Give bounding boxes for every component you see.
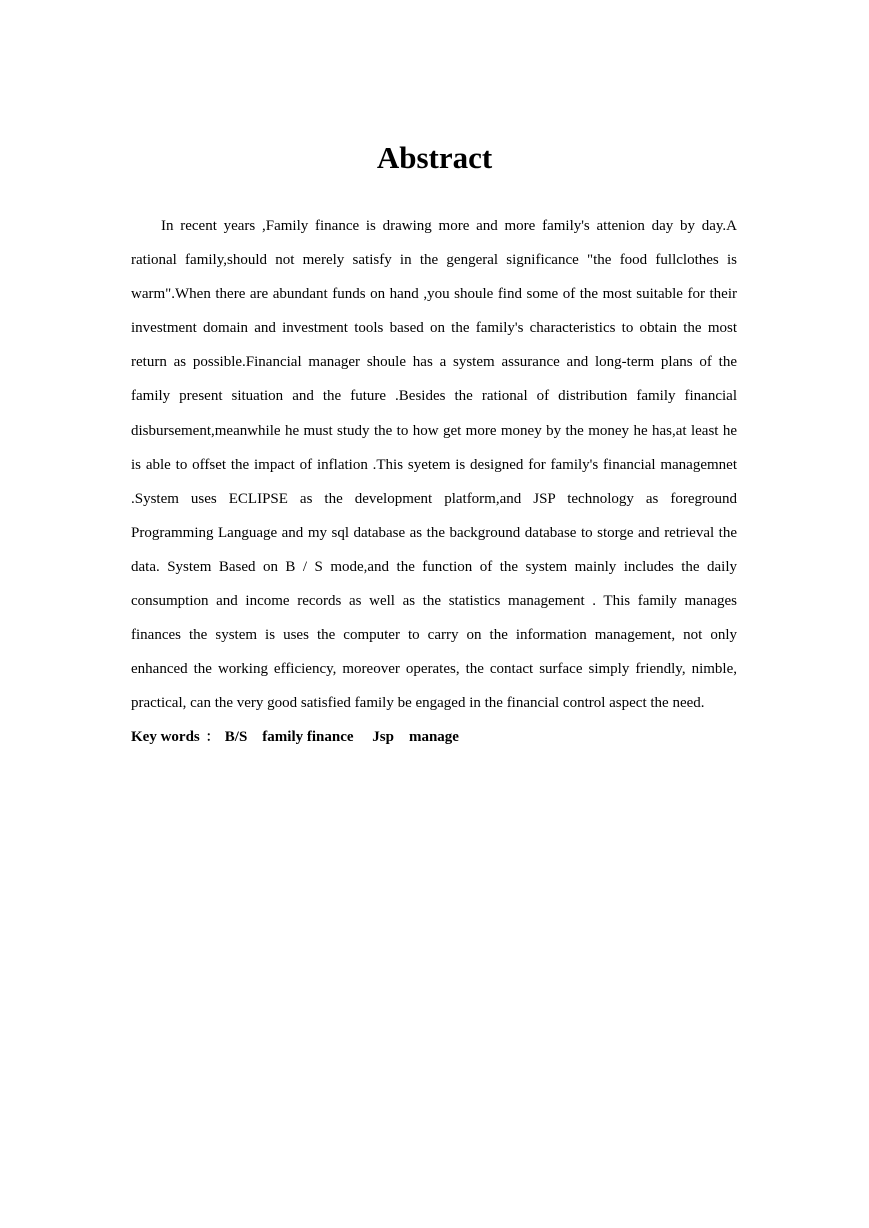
keyword-term: Jsp (372, 729, 394, 745)
keyword-term: manage (408, 729, 459, 745)
abstract-title: Abstract (376, 140, 493, 175)
keywords-label: Key words (131, 729, 200, 745)
abstract-paragraph: In recent years ,Family finance is drawing more and more family's attenion day by day.A rational family,should not merely satisfy in the gengeral significance "the food fullclothes is warm".When there are abundant funds on hand ,you shoule find some of the most suitable for their investment domain and investment tools based on the family's characteristics to obtain the most return as possible.Financial manager shoule has a system assurance and long-term plans of the family present situation and the future .Besides the rational of distribution family financial disbursement,meanwhile he must study the to how get more money by the money he has,at least he is able to offset the impact of inflation .This syetem is designed for family's financial managemnet .System uses ECLIPSE as the development platform,and JSP technology as foreground Programming Language and my sql database as the background database to storge and retrieval the data. System Based on B / S mode,and the function of the system mainly includes the daily consumption and income records as well as the statistics management . This family manages finances the system is uses the computer to carry on the information management, not only enhanced the working efficiency, moreover operates, the contact surface simply friendly, nimble, practical, can the very good satisfied family be engaged in the financial control aspect the need. (131, 218, 737, 712)
keywords-separator: ： (205, 729, 219, 744)
keywords-line (131, 720, 737, 754)
keyword-term: B/S (224, 729, 248, 745)
keyword-term: family finance (262, 729, 354, 745)
